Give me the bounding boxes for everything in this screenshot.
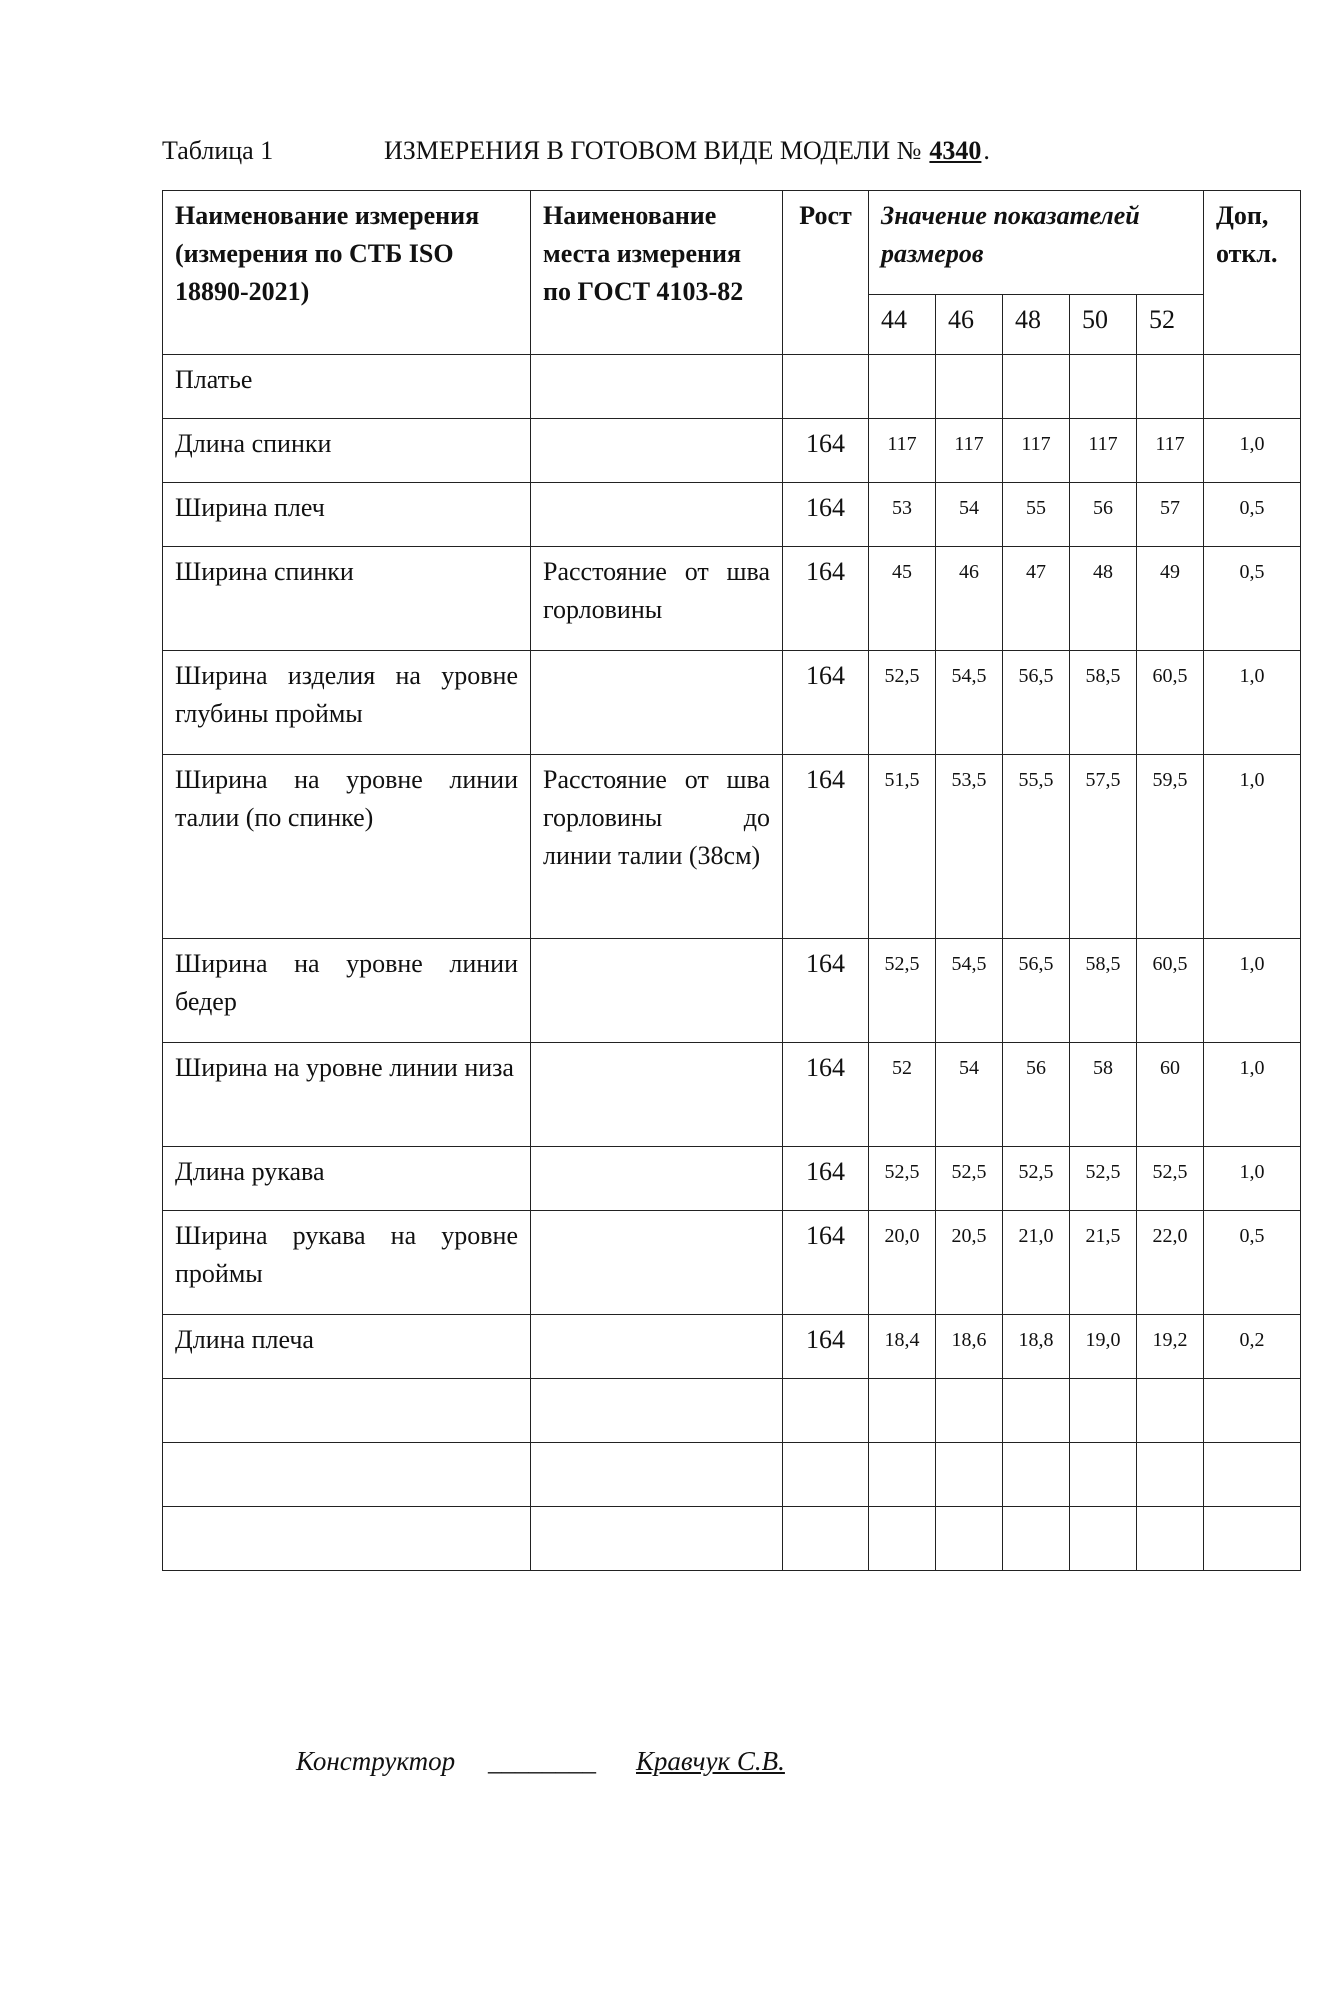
- height-cell: 164: [783, 939, 869, 1043]
- signature-person: Кравчук С.В.: [636, 1746, 785, 1776]
- section-row: [163, 355, 1301, 419]
- table-row: [163, 483, 1301, 547]
- deviation-cell: 1,0: [1204, 755, 1301, 939]
- value-cell: 53: [869, 483, 936, 547]
- value-cell: 47: [1003, 547, 1070, 651]
- value-cell: 52,5: [869, 651, 936, 755]
- value-cell: 21,0: [1003, 1211, 1070, 1315]
- value-cell: 48: [1070, 547, 1137, 651]
- value-cell: 52: [869, 1043, 936, 1147]
- value-cell: 20,0: [869, 1211, 936, 1315]
- col-height: Рост: [783, 191, 869, 355]
- col-deviation: Доп, откл.: [1204, 191, 1301, 355]
- value-cell: 19,0: [1070, 1315, 1137, 1379]
- table-row: [163, 651, 1301, 755]
- value-cell: 59,5: [1137, 755, 1204, 939]
- col-location: Наименование места измерения по ГОСТ 4103-82: [531, 191, 783, 355]
- table-row: [163, 1043, 1301, 1147]
- value-cell: 117: [869, 419, 936, 483]
- size-header: 46: [936, 295, 1003, 355]
- height-cell: 164: [783, 651, 869, 755]
- value-cell: 52,5: [869, 939, 936, 1043]
- value-cell: 22,0: [1137, 1211, 1204, 1315]
- value-cell: 52,5: [869, 1147, 936, 1211]
- deviation-cell: 1,0: [1204, 419, 1301, 483]
- value-cell: 57: [1137, 483, 1204, 547]
- table-row: [163, 1147, 1301, 1211]
- deviation-cell: 0,2: [1204, 1315, 1301, 1379]
- location-cell: [531, 419, 783, 483]
- height-cell: 164: [783, 755, 869, 939]
- measure-name-cell: Ширина спинки: [163, 547, 531, 651]
- value-cell: 54,5: [936, 651, 1003, 755]
- empty-row: [163, 1443, 1301, 1507]
- value-cell: 117: [1070, 419, 1137, 483]
- value-cell: 60,5: [1137, 651, 1204, 755]
- empty-row: [163, 1507, 1301, 1571]
- value-cell: 46: [936, 547, 1003, 651]
- value-cell: 45: [869, 547, 936, 651]
- measurements-table: [162, 190, 1301, 1571]
- measure-name-cell: Ширина на уровне линии бедер: [163, 939, 531, 1043]
- value-cell: 18,8: [1003, 1315, 1070, 1379]
- deviation-cell: 1,0: [1204, 1043, 1301, 1147]
- location-cell: [531, 483, 783, 547]
- empty-row: [163, 1379, 1301, 1443]
- table-row: [163, 939, 1301, 1043]
- height-cell: 164: [783, 1147, 869, 1211]
- document-title: [384, 136, 990, 166]
- measure-name-cell: Ширина на уровне линии талии (по спинке): [163, 755, 531, 939]
- height-cell: 164: [783, 1043, 869, 1147]
- table-row: [163, 1211, 1301, 1315]
- measure-name-cell: Длина спинки: [163, 419, 531, 483]
- location-cell: [531, 1043, 783, 1147]
- value-cell: 56,5: [1003, 939, 1070, 1043]
- deviation-cell: 1,0: [1204, 651, 1301, 755]
- title-text: ИЗМЕРЕНИЯ В ГОТОВОМ ВИДЕ МОДЕЛИ №: [384, 136, 922, 165]
- section-title: Платье: [163, 355, 531, 419]
- value-cell: 56: [1070, 483, 1137, 547]
- table-label: Таблица 1: [162, 136, 274, 165]
- value-cell: 55: [1003, 483, 1070, 547]
- location-cell: Расстояние от шва горловины до линии талии (38см): [531, 755, 783, 939]
- deviation-cell: 1,0: [1204, 939, 1301, 1043]
- title-suffix: .: [983, 136, 990, 165]
- value-cell: 52,5: [1137, 1147, 1204, 1211]
- value-cell: 20,5: [936, 1211, 1003, 1315]
- size-header: 44: [869, 295, 936, 355]
- measure-name-cell: Длина рукава: [163, 1147, 531, 1211]
- col-measure-name: Наименование измерения (измерения по СТБ ISO 18890-2021): [163, 191, 531, 355]
- value-cell: 117: [1003, 419, 1070, 483]
- value-cell: 55,5: [1003, 755, 1070, 939]
- deviation-cell: 1,0: [1204, 1147, 1301, 1211]
- deviation-cell: 0,5: [1204, 547, 1301, 651]
- value-cell: 52,5: [1070, 1147, 1137, 1211]
- value-cell: 21,5: [1070, 1211, 1137, 1315]
- table-row: [163, 1315, 1301, 1379]
- measure-name-cell: Ширина на уровне линии низа: [163, 1043, 531, 1147]
- value-cell: 53,5: [936, 755, 1003, 939]
- signature-line: ________: [488, 1746, 596, 1776]
- size-header: 48: [1003, 295, 1070, 355]
- value-cell: 56: [1003, 1043, 1070, 1147]
- value-cell: 57,5: [1070, 755, 1137, 939]
- deviation-cell: 0,5: [1204, 1211, 1301, 1315]
- signature-role: Конструктор: [296, 1746, 456, 1776]
- size-header: 50: [1070, 295, 1137, 355]
- value-cell: 56,5: [1003, 651, 1070, 755]
- value-cell: 58,5: [1070, 651, 1137, 755]
- value-cell: 49: [1137, 547, 1204, 651]
- measure-name-cell: Ширина рукава на уровне проймы: [163, 1211, 531, 1315]
- value-cell: 52,5: [1003, 1147, 1070, 1211]
- value-cell: 117: [1137, 419, 1204, 483]
- height-cell: 164: [783, 1211, 869, 1315]
- value-cell: 52,5: [936, 1147, 1003, 1211]
- height-cell: 164: [783, 547, 869, 651]
- col-values: Значение показателей размеров: [869, 191, 1204, 295]
- header-row: [163, 191, 1301, 295]
- measure-name-cell: Ширина плеч: [163, 483, 531, 547]
- location-cell: [531, 1211, 783, 1315]
- location-cell: [531, 1147, 783, 1211]
- location-cell: [531, 939, 783, 1043]
- value-cell: 58: [1070, 1043, 1137, 1147]
- location-cell: Расстояние от шва горловины: [531, 547, 783, 651]
- measure-name-cell: Ширина изделия на уровне глубины проймы: [163, 651, 531, 755]
- height-cell: 164: [783, 419, 869, 483]
- value-cell: 18,6: [936, 1315, 1003, 1379]
- value-cell: 60: [1137, 1043, 1204, 1147]
- model-number: 4340: [929, 136, 982, 165]
- value-cell: 60,5: [1137, 939, 1204, 1043]
- location-cell: [531, 1315, 783, 1379]
- value-cell: 54,5: [936, 939, 1003, 1043]
- location-cell: [531, 651, 783, 755]
- value-cell: 58,5: [1070, 939, 1137, 1043]
- table-row: [163, 755, 1301, 939]
- value-cell: 54: [936, 1043, 1003, 1147]
- table-row: [163, 419, 1301, 483]
- value-cell: 54: [936, 483, 1003, 547]
- table-row: [163, 547, 1301, 651]
- size-header: 52: [1137, 295, 1204, 355]
- height-cell: 164: [783, 483, 869, 547]
- value-cell: 19,2: [1137, 1315, 1204, 1379]
- height-cell: 164: [783, 1315, 869, 1379]
- value-cell: 51,5: [869, 755, 936, 939]
- value-cell: 18,4: [869, 1315, 936, 1379]
- value-cell: 117: [936, 419, 1003, 483]
- measure-name-cell: Длина плеча: [163, 1315, 531, 1379]
- deviation-cell: 0,5: [1204, 483, 1301, 547]
